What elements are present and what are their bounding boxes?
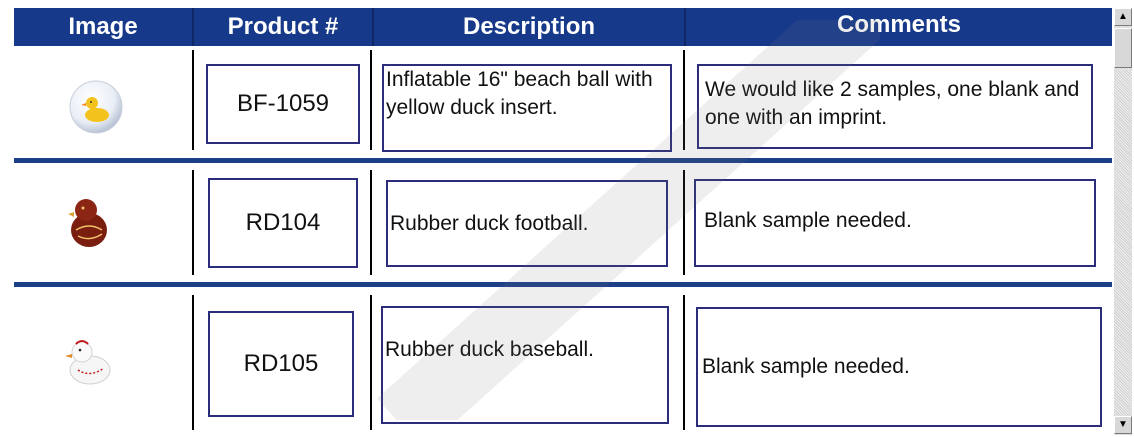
scroll-up-icon[interactable]: ▲ xyxy=(1114,8,1132,26)
column-divider xyxy=(683,50,685,150)
comments-field[interactable]: We would like 2 samples, one blank and one with an imprint. xyxy=(697,64,1093,149)
column-divider xyxy=(370,50,372,150)
vertical-scrollbar[interactable] xyxy=(1114,8,1132,435)
row-separator xyxy=(14,158,1112,163)
column-divider xyxy=(370,295,372,430)
description-field[interactable]: Rubber duck baseball. xyxy=(381,306,669,424)
rubber-duck-baseball-icon xyxy=(60,334,116,395)
header-description: Description xyxy=(462,13,596,40)
description-field[interactable]: Inflatable 16" beach ball with yellow duck insert. xyxy=(382,64,672,152)
comments-field[interactable]: Blank sample needed. xyxy=(696,307,1102,427)
row-separator xyxy=(14,282,1112,287)
column-divider xyxy=(192,170,194,275)
column-divider xyxy=(370,170,372,275)
product-number-field[interactable]: BF-1059 xyxy=(206,64,360,144)
beach-ball-duck-icon xyxy=(66,77,126,142)
column-divider xyxy=(683,295,685,430)
header-image: Image xyxy=(68,13,138,40)
scrollbar-thumb[interactable] xyxy=(1114,28,1132,68)
header-comments: Comments xyxy=(836,11,962,38)
product-number-field[interactable]: RD105 xyxy=(208,311,354,417)
header-product: Product # xyxy=(227,13,339,40)
column-divider xyxy=(192,50,194,150)
column-divider xyxy=(683,170,685,275)
rubber-duck-football-icon xyxy=(64,192,114,257)
comments-field[interactable]: Blank sample needed. xyxy=(694,179,1096,267)
table-header xyxy=(14,8,1112,46)
column-divider xyxy=(192,295,194,430)
description-field[interactable]: Rubber duck football. xyxy=(386,180,668,267)
scroll-down-icon[interactable]: ▼ xyxy=(1114,416,1132,434)
product-number-field[interactable]: RD104 xyxy=(208,178,358,268)
